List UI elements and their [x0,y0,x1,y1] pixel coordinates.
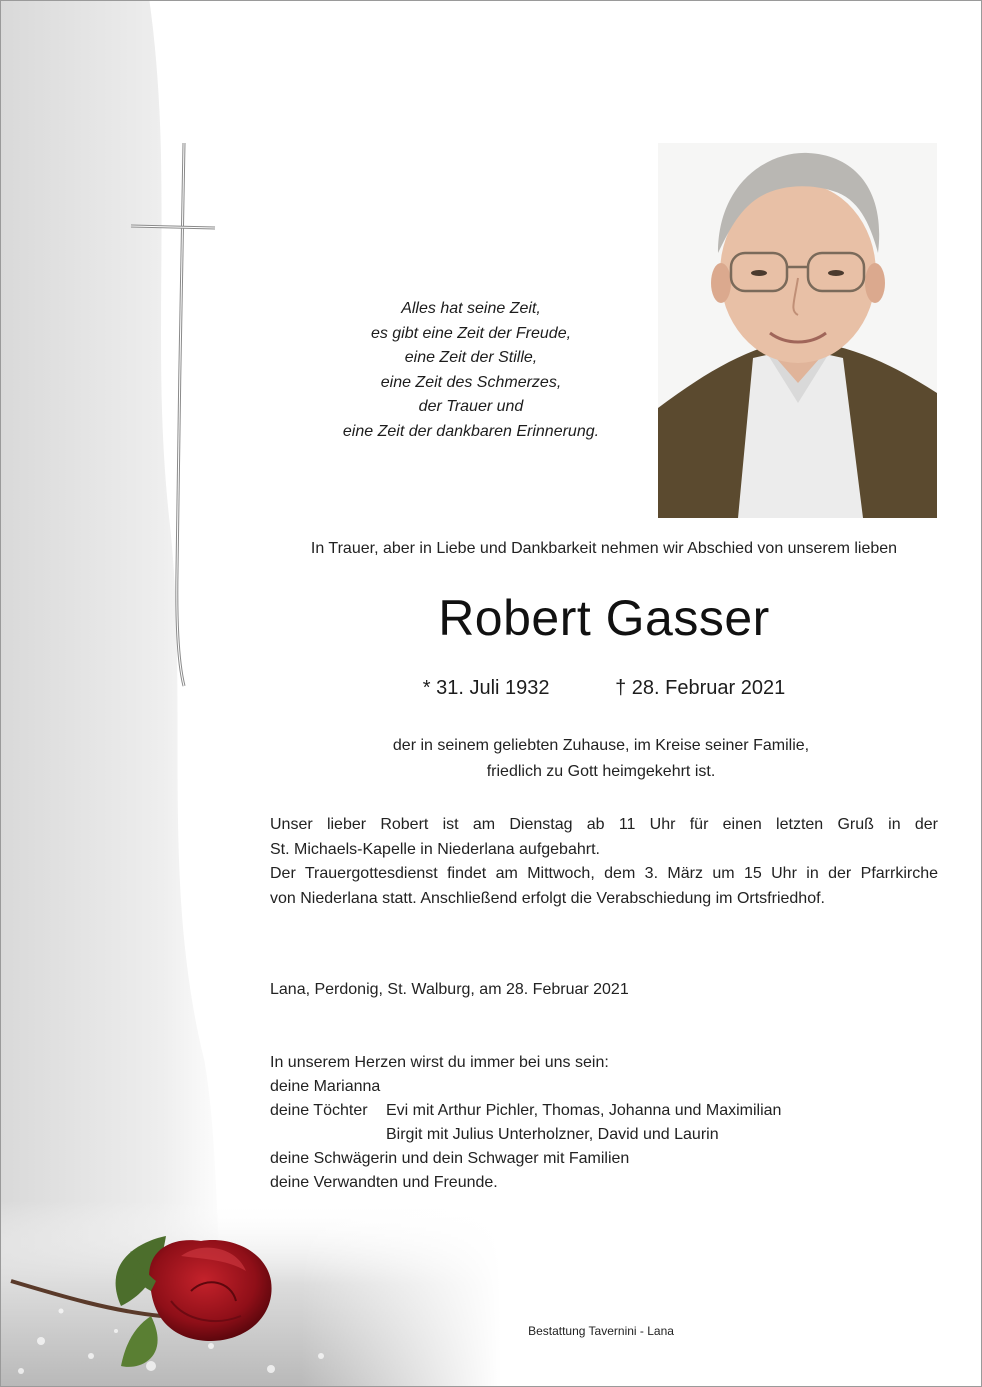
rose-image [1,1141,501,1386]
poem-line: Alles hat seine Zeit, [401,300,541,317]
mourners-heading: In unserem Herzen wirst du immer bei uns sein: [270,1054,609,1071]
death-text [231,733,971,785]
death-text-line: der in seinem geliebten Zuhause, im Kreise seiner Familie, [392,737,810,754]
details-line: St. Michaels-Kapelle in Niederlana aufgebahrt. [270,840,600,858]
birth-date: * 31. Juli 1932 [422,677,550,699]
life-dates [301,677,907,700]
poem-line: eine Zeit des Schmerzes, [380,373,562,391]
mourner-wife: deine Marianna [270,1078,381,1095]
poem-line: es gibt eine Zeit der Freude, [370,324,572,342]
death-date: † 28. Februar 2021 [615,677,786,699]
details-line: von Niederlana statt. Anschließend erfolgt die Verabschiedung im Ortsfriedhof. [270,889,825,907]
mourner-in-laws: deine Schwägerin und dein Schwager mit Familien [270,1150,630,1167]
mourner-daughters [270,1099,910,1123]
daughter-family-1: Evi mit Arthur Pichler, Thomas, Johanna und Maximilian [386,1102,782,1119]
portrait-photo [658,143,937,518]
poem-line: eine Zeit der dankbaren Erinnerung. [342,422,600,440]
details-line: Der Trauergottesdienst findet am Mittwoch, dem 3. März um 15 Uhr in der Pfarrkirche [270,865,938,882]
mourner-relatives: deine Verwandten und Freunde. [270,1174,498,1191]
details-line: Unser lieber Robert ist am Dienstag ab 11 Uhr für einen letzten Gruß in der [270,816,938,833]
poem-line: der Trauer und [418,398,524,416]
cross-icon [129,141,219,689]
intro-text: In Trauer, aber in Liebe und Dankbarkeit nehmen wir Abschied von unserem lieben [310,540,898,557]
poem [251,297,691,445]
daughter-family-2: Birgit mit Julius Unterholzner, David und Laurin [386,1126,719,1143]
poem-line: eine Zeit der Stille, [404,349,538,367]
daughters-label: deine Töchter [270,1102,368,1119]
service-details [270,813,938,911]
death-text-line: friedlich zu Gott heimgekehrt ist. [486,763,716,780]
undertaker-credit: Bestattung Tavernini - Lana [528,1324,674,1338]
deceased-name: Robert Gasser [438,590,770,646]
place-and-date: Lana, Perdonig, St. Walburg, am 28. Februar 2021 [270,981,629,998]
